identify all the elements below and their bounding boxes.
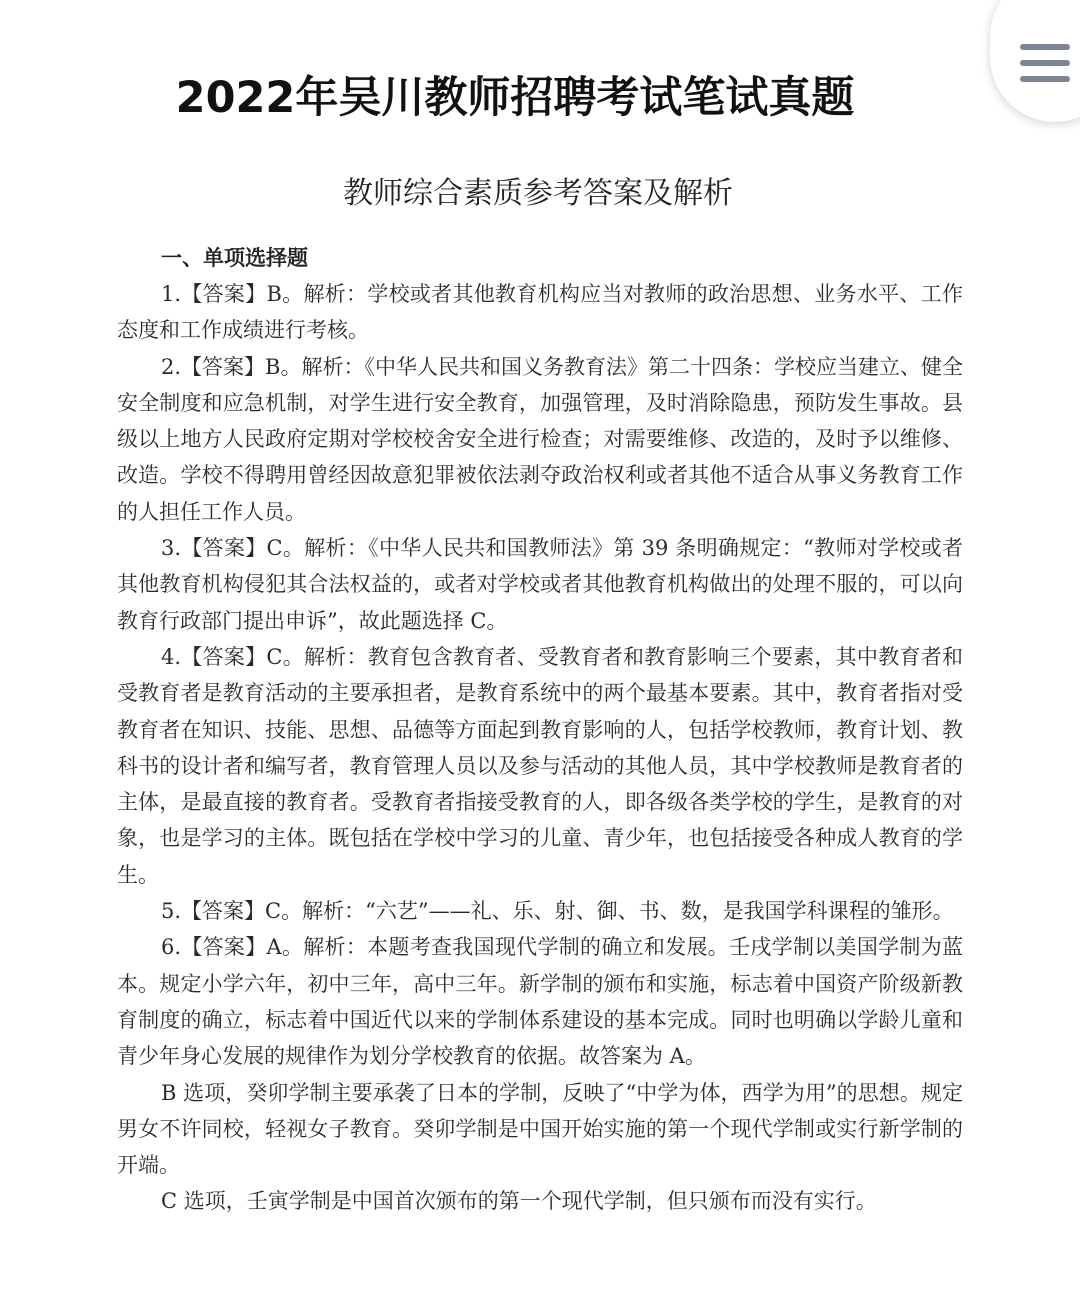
answer-paragraph-6: 6.【答案】A。解析：本题考查我国现代学制的确立和发展。壬戌学制以美国学制为蓝本。规定小学六年，初中三年，高中三年。新学制的颁布和实施，标志着中国资产阶级新教育制度的确立，标志着中国近代以来的学制体系建设的基本完成。同时也明确以学龄儿童和青少年身心发展的规律作为划分学校教育的依据。故答案为 A。 (117, 935, 963, 1069)
section-heading: 一、单项选择题 (161, 246, 308, 270)
hamburger-menu-icon (1020, 44, 1070, 50)
answer-paragraph-3: 3.【答案】C。解析：《中华人民共和国教师法》第 39 条明确规定：“教师对学校或者其他教育机构侵犯其合法权益的，或者对学校或者其他教育机构做出的处理不服的，可以向教育行政部门提出申诉”，故此题选择 C。 (117, 536, 963, 633)
answer-paragraph-5: 5.【答案】C。解析：“六艺”——礼、乐、射、御、书、数，是我国学科课程的雏形。 (161, 899, 954, 924)
option-b-paragraph: B 选项，癸卯学制主要承袭了日本的学制，反映了“中学为体，西学为用”的思想。规定男女不许同校，轻视女子教育。癸卯学制是中国开始实施的第一个现代学制或实行新学制的开端。 (117, 1080, 963, 1178)
answer-paragraph-4: 4.【答案】C。解析：教育包含教育者、受教育者和教育影响三个要素，其中教育者和受教育者是教育活动的主要承担者，是教育系统中的两个最基本要素。其中，教育者指对受教育者在知识、技能、思想、品德等方面起到教育影响的人，包括学校教师，教育计划、教科书的设计者和编写者，教育管理人员以及参与活动的其他人员，其中学校教师是教育者的主体，是最直接的教育者。受教育者指接受教育的人，即各级各类学校的学生，是教育的对象，也是学习的主体。既包括在学校中学习的儿童、青少年，也包括接受各种成人教育的学生。 (117, 644, 963, 887)
answer-paragraph-1: 1.【答案】B。解析：学校或者其他教育机构应当对教师的政治思想、业务水平、工作态度和工作成绩进行考核。 (117, 282, 963, 343)
document-title: 2022年吴川教师招聘考试笔试真题 (175, 73, 855, 123)
document-subtitle: 教师综合素质参考答案及解析 (343, 176, 733, 211)
answer-paragraph-2: 2.【答案】B。解析：《中华人民共和国义务教育法》第二十四条：学校应当建立、健全安全制度和应急机制，对学生进行安全教育，加强管理，及时消除隐患，预防发生事故。县级以上地方人民政府定期对学校校舍安全进行检查；对需要维修、改造的，及时予以维修、改造。学校不得聘用曾经因故意犯罪被依法剥夺政治权利或者其他不适合从事义务教育工作的人担任工作人员。 (117, 354, 963, 524)
document-body (117, 240, 963, 1220)
option-c-paragraph: C 选项，壬寅学制是中国首次颁布的第一个现代学制，但只颁布而没有实行。 (161, 1189, 877, 1214)
